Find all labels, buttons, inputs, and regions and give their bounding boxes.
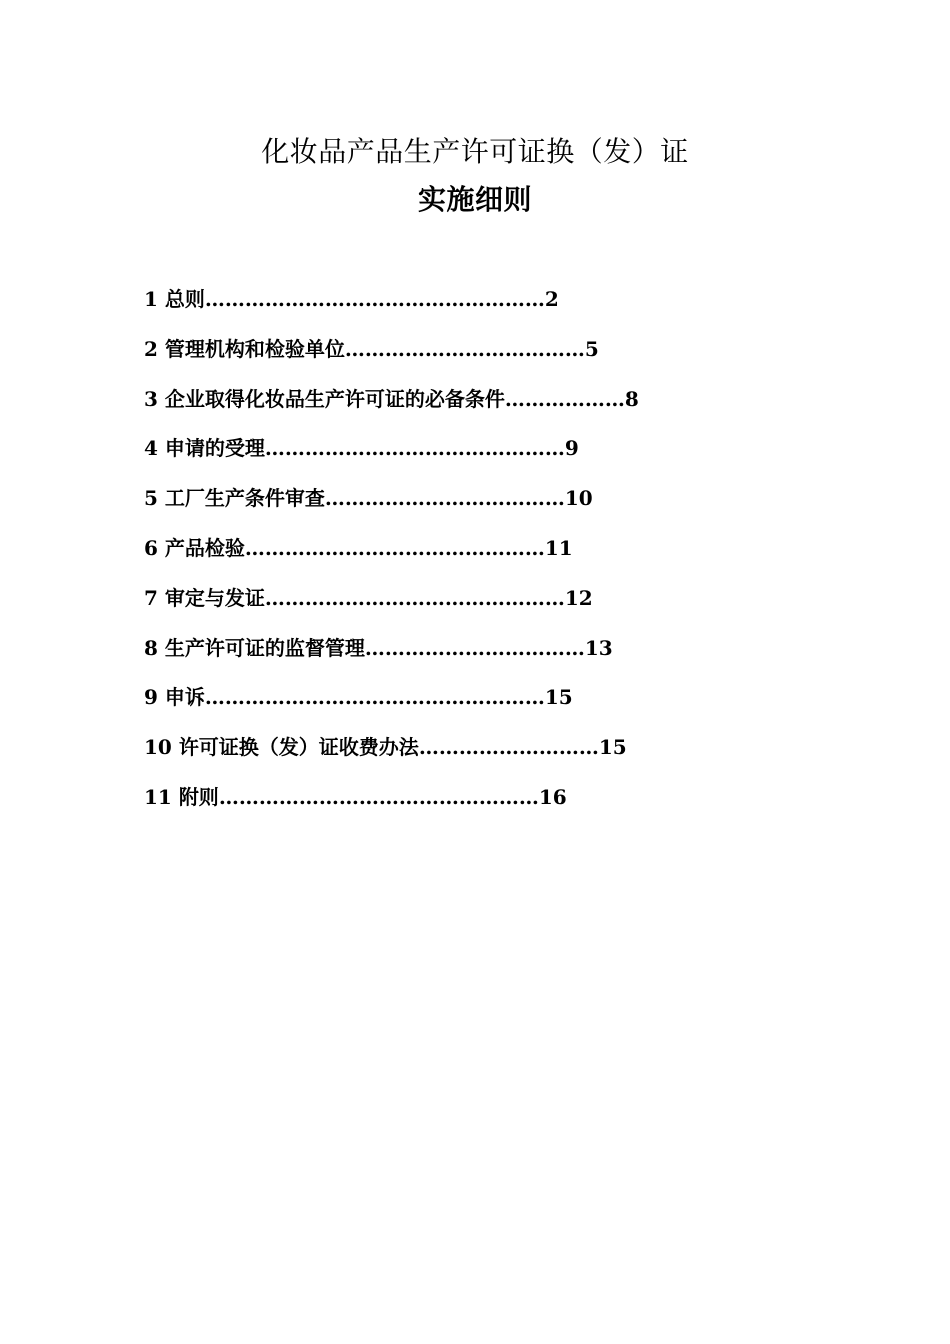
toc-number: 2 bbox=[144, 336, 158, 361]
toc-leader: ……………………………………… bbox=[264, 585, 565, 610]
toc-leader: ……………… bbox=[504, 386, 625, 411]
toc-leader: ………………………………………… bbox=[218, 784, 539, 809]
toc-text: 管理机构和检验单位 bbox=[164, 336, 345, 361]
toc-entry-7[interactable] bbox=[144, 586, 639, 636]
toc-page-number: 15 bbox=[544, 685, 573, 710]
toc-entry-2[interactable] bbox=[144, 337, 639, 387]
document-title: 化妆品产品生产许可证换（发）证 bbox=[261, 135, 689, 168]
toc-number: 11 bbox=[144, 784, 172, 809]
toc-leader: ……………………………………… bbox=[264, 436, 565, 461]
toc-entry-4[interactable] bbox=[144, 436, 639, 486]
toc-text: 申请的受理 bbox=[164, 436, 265, 461]
toc-number: 6 bbox=[144, 535, 158, 560]
toc-entry-6[interactable] bbox=[144, 536, 639, 586]
toc-number: 3 bbox=[144, 386, 158, 411]
toc-leader: …………………………… bbox=[364, 635, 585, 660]
toc-entry-3[interactable] bbox=[144, 387, 639, 437]
toc-page-number: 11 bbox=[544, 535, 573, 560]
toc-leader: ……………………………… bbox=[324, 486, 565, 511]
toc-number: 1 bbox=[144, 287, 158, 311]
toc-entry-8[interactable] bbox=[144, 636, 639, 686]
toc-page-number: 5 bbox=[584, 336, 599, 361]
toc-page-number: 13 bbox=[584, 635, 613, 660]
toc-leader: ……………………… bbox=[418, 735, 599, 760]
toc-page-number: 10 bbox=[564, 486, 593, 511]
toc-text: 许可证换（发）证收费办法 bbox=[178, 735, 419, 760]
toc-entry-5[interactable] bbox=[144, 486, 639, 536]
toc-page-number: 8 bbox=[624, 386, 639, 411]
toc-leader: …………………………………………… bbox=[204, 685, 545, 710]
toc-leader: ……………………………… bbox=[344, 336, 585, 361]
toc-entry-11[interactable] bbox=[144, 785, 639, 835]
toc-text: 工厂生产条件审查 bbox=[164, 486, 325, 511]
toc-number: 8 bbox=[144, 635, 158, 660]
toc-number: 7 bbox=[144, 585, 158, 610]
toc-text: 审定与发证 bbox=[164, 585, 265, 610]
toc-entry-9[interactable] bbox=[144, 685, 639, 735]
toc-text: 企业取得化妆品生产许可证的必备条件 bbox=[164, 386, 505, 411]
toc-page-number: 15 bbox=[598, 735, 627, 760]
toc-leader: …………………………………………… bbox=[204, 287, 545, 311]
toc-text: 产品检验 bbox=[164, 535, 245, 560]
toc-text: 总则 bbox=[164, 287, 205, 311]
toc-page-number: 12 bbox=[564, 585, 593, 610]
toc-text: 申诉 bbox=[164, 685, 205, 710]
toc-page-number: 9 bbox=[564, 436, 579, 461]
toc-leader: ……………………………………… bbox=[244, 535, 545, 560]
toc-number: 4 bbox=[144, 436, 158, 461]
toc-number: 10 bbox=[144, 735, 172, 760]
toc-text: 生产许可证的监督管理 bbox=[164, 635, 365, 660]
toc-page-number: 2 bbox=[544, 287, 559, 311]
toc-entry-1[interactable] bbox=[144, 287, 639, 337]
toc-page-number: 16 bbox=[538, 784, 567, 809]
document-subtitle: 实施细则 bbox=[417, 183, 532, 216]
toc-entry-10[interactable] bbox=[144, 735, 639, 785]
toc-number: 9 bbox=[144, 685, 158, 710]
toc-text: 附则 bbox=[178, 784, 219, 809]
toc-number: 5 bbox=[144, 486, 158, 511]
table-of-contents bbox=[144, 287, 639, 835]
